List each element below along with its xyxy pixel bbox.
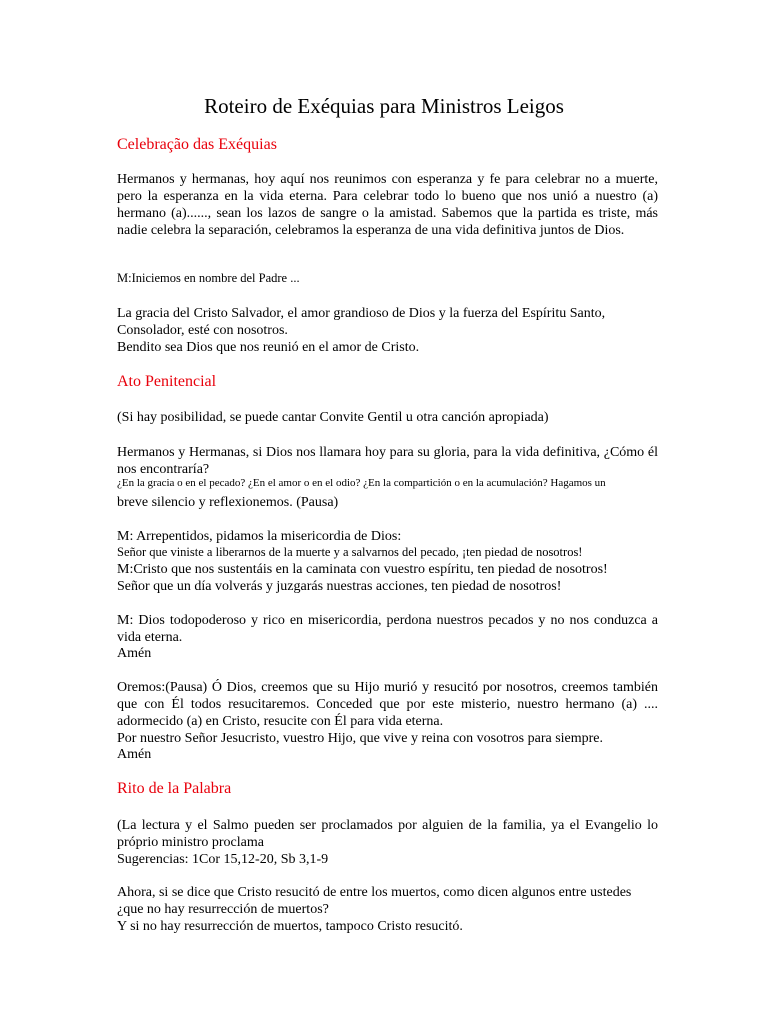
heading-celebracao: Celebração das Exéquias	[117, 136, 277, 153]
heading-palabra: Rito de la Palabra	[117, 780, 232, 797]
paragraph-intro: Hermanos y hermanas, hoy aquí nos reunimos con esperanza y fe para celebrar no a muerte, pero la esperanza en la vida eterna. Para celebrar todo lo bueno que nos unió a nuestro (a) hermano (a)......, sean los lazos de sangre o la amistad. Sabemos que la partida es triste, más nadie celebra la separación, celebramos la esperanza de una vida definitiva juntos de Dios.	[117, 172, 658, 238]
paragraph-silencio: breve silencio y reflexionemos. (Pausa)	[117, 495, 339, 510]
paragraph-cancion: (Si hay posibilidad, se puede cantar Convite Gentil u otra canción apropiada)	[117, 410, 549, 425]
paragraph-absolucion: M: Dios todopoderoso y rico en misericordia, perdona nuestros pecados y no nos conduzca a vida eterna.	[117, 613, 658, 645]
paragraph-resurreccion: Y si no hay resurrección de muertos, tampoco Cristo resucitó.	[117, 919, 463, 934]
paragraph-sugerencias: Sugerencias: 1Cor 15,12-20, Sb 3,1-9	[117, 852, 329, 867]
bendito-text: Bendito sea Dios que nos reunió en el amor de Cristo.	[117, 340, 420, 355]
heading-penitencial: Ato Penitencial	[117, 373, 217, 390]
paragraph-oremos: Oremos:(Pausa) Ó Dios, creemos que su Hijo murió y resucitó por nosotros, creemos también que con Él todos resucitaremos. Conceded que por este misterio, nuestro hermano (a) .... adormecido (a) en Cristo, resucite con Él para vida eterna.	[117, 680, 658, 729]
paragraph-llamara: Hermanos y Hermanas, si Dios nos llamara hoy para su gloria, para la vida definitiva, ¿Cómo él nos encontraría?	[117, 445, 658, 477]
paragraph-preguntas: ¿En la gracia o en el pecado? ¿En el amor o en el odio? ¿En la compartición o en la acumulación? Hagamos un	[117, 477, 606, 489]
kyrie-line-3: Señor que un día volverás y juzgarás nuestras acciones, ten piedad de nosotros!	[117, 579, 562, 594]
paragraph-ahora: Ahora, si se dice que Cristo resucitó de entre los muertos, como dicen algunos entre ustedes ¿que no hay resurrección de muertos?	[117, 885, 632, 917]
kyrie-line-1: Señor que viniste a liberarnos de la muerte y a salvarnos del pecado, ¡ten piedad de nosotros!	[117, 545, 583, 559]
paragraph-lectura: (La lectura y el Salmo pueden ser proclamados por alguien de la familia, ya el Evangelio lo próprio ministro proclama	[117, 818, 658, 850]
paragraph-iniciemos: M:Iniciemos en nombre del Padre ...	[117, 271, 300, 285]
page-title: Roteiro de Exéquias para Ministros Leigos	[204, 94, 564, 118]
paragraph-por-nuestro: Por nuestro Señor Jesucristo, vuestro Hijo, que vive y reina con vosotros para siempre.	[117, 731, 604, 746]
paragraph-arrepentidos: M: Arrepentidos, pidamos la misericordia de Dios:	[117, 529, 402, 544]
amen-2: Amén	[117, 747, 152, 762]
kyrie-line-2: M:Cristo que nos sustentáis en la caminata con vuestro espíritu, ten piedad de nosotros!	[117, 562, 608, 577]
amen-1: Amén	[117, 646, 152, 661]
gracia-text: La gracia del Cristo Salvador, el amor grandioso de Dios y la fuerza del Espíritu Santo, Consolador, esté con nosotros.	[117, 306, 606, 338]
paragraph-gracia	[117, 305, 658, 356]
